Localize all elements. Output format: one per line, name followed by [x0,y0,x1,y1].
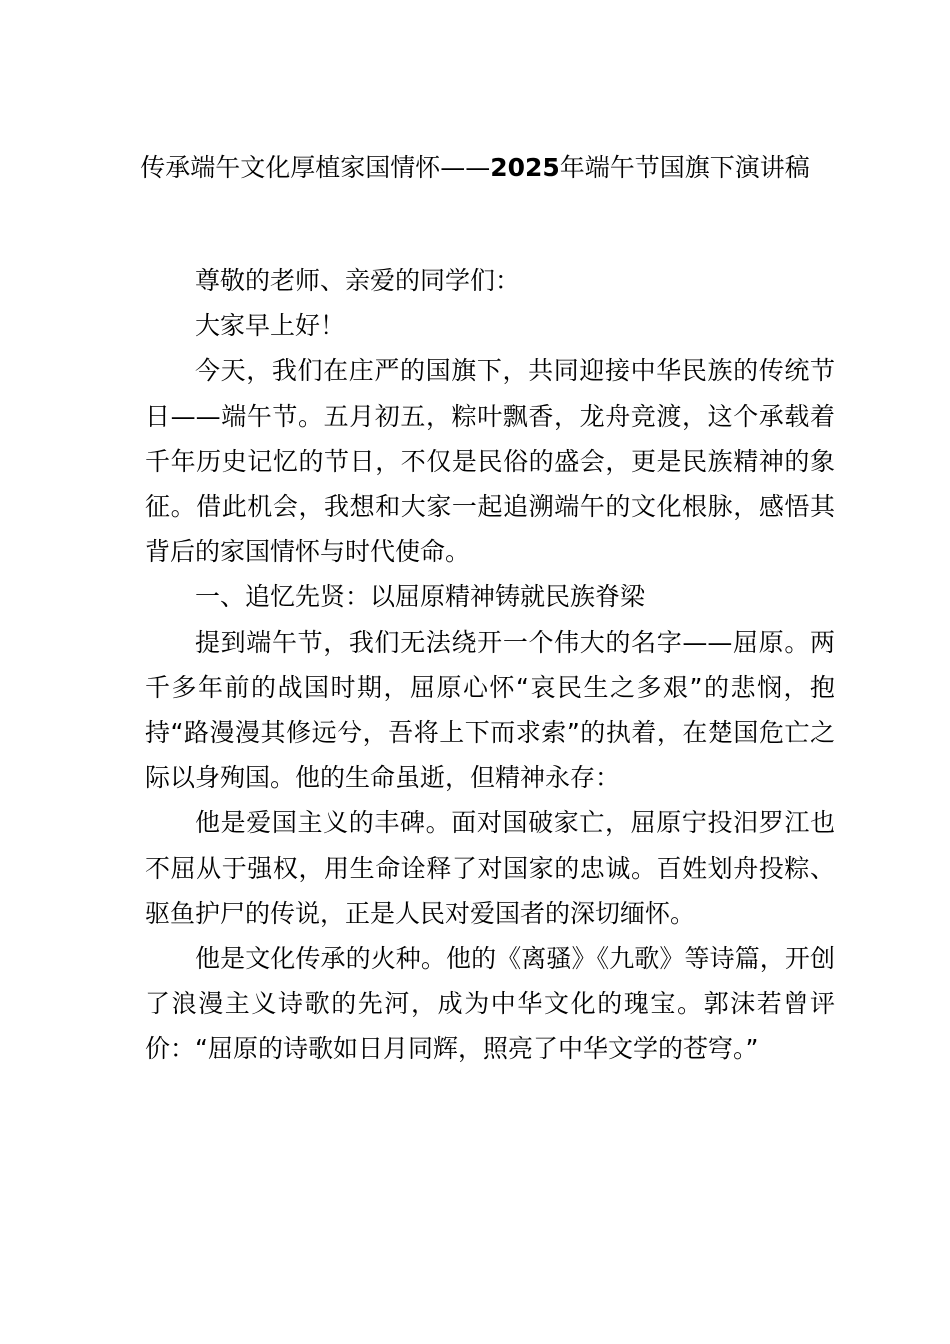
quyuan-paragraph: 提到端午节，我们无法绕开一个伟大的名字——屈原。两千多年前的战国时期，屈原心怀“哀民生之多艰”的悲悯，抱持“路漫漫其修远兮，吾将上下而求索”的执着，在楚国危亡之际以身殉国。他的生命虽逝，但精神永存： [145,627,835,793]
morning-greeting-paragraph: 大家早上好！ [195,311,346,341]
patriotism-paragraph: 他是爱国主义的丰碑。面对国破家亡，屈原宁投汨罗江也不屈从于强权，用生命诠释了对国家的忠诚。百姓划舟投粽、驱鱼护尸的传说，正是人民对爱国者的深切缅怀。 [145,808,835,928]
section-heading: 一、追忆先贤：以屈原精神铸就民族脊梁 [195,582,646,612]
title-year: 2025 [490,153,560,182]
culture-paragraph: 他是文化传承的火种。他的《离骚》《九歌》等诗篇，开创了浪漫主义诗歌的先河，成为中华文化的瑰宝。郭沫若曾评价：“屈原的诗歌如日月同辉，照亮了中华文学的苍穹。” [145,944,835,1064]
title-part-1: 传承端午文化厚植家国情怀—— [140,153,491,182]
document-body [145,258,835,1072]
intro-paragraph: 今天，我们在庄严的国旗下，共同迎接中华民族的传统节日——端午节。五月初五，粽叶飘香，龙舟竞渡，这个承载着千年历史记忆的节日，不仅是民俗的盛会，更是民族精神的象征。借此机会，我想和大家一起追溯端午的文化根脉，感悟其背后的家国情怀与时代使命。 [145,356,835,567]
greeting-paragraph: 尊敬的老师、亲爱的同学们： [195,266,521,295]
page-title [140,145,810,191]
title-part-2: 年端午节国旗下演讲稿 [559,153,810,182]
